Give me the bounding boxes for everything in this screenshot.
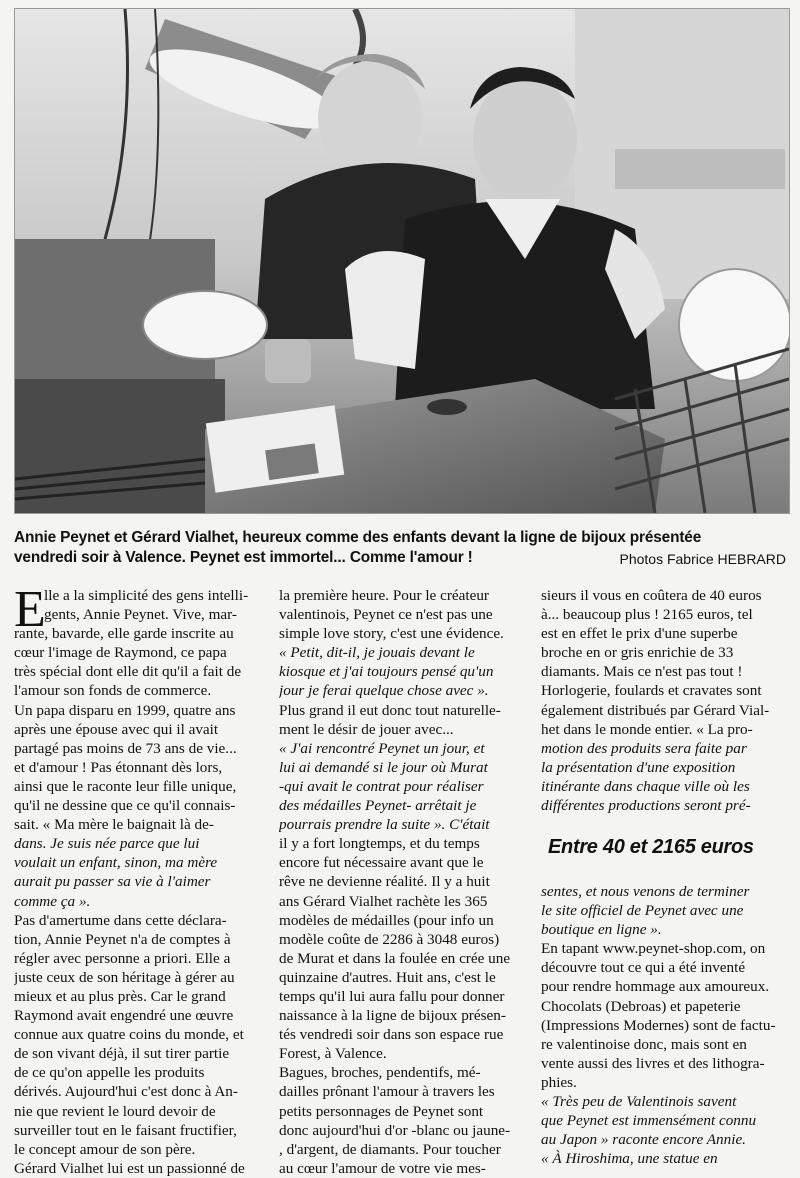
- article-column-3-top: [541, 586, 788, 815]
- text-line: dérivés. Aujourd'hui c'est donc à An-: [14, 1083, 238, 1101]
- text-line: tion, Annie Peynet n'a de comptes à: [14, 930, 231, 948]
- text-line: de ce qu'on appelle les produits: [14, 1064, 205, 1082]
- text-line: comme ça ».: [14, 892, 91, 910]
- text-line: pour rendre hommage aux amoureux.: [541, 978, 770, 996]
- text-line: rante, bavarde, elle garde inscrite au: [14, 625, 234, 643]
- text-line: pourrais prendre la suite ». C'était: [279, 816, 490, 834]
- text-line: « Très peu de Valentinois savent: [541, 1093, 737, 1111]
- text-line: quinzaine d'autres. Huit ans, c'est le: [279, 968, 496, 986]
- text-line: la première heure. Pour le créateur: [279, 587, 489, 604]
- text-line: kiosque et j'ai toujours pensé qu'un: [279, 663, 494, 681]
- text-line: différentes productions seront pré-: [541, 797, 751, 815]
- photo-credit: Photos Fabrice HEBRARD: [619, 551, 786, 567]
- text-line: « J'ai rencontré Peynet un jour, et: [279, 739, 485, 757]
- text-line: ainsi que le raconte leur fille unique,: [14, 777, 237, 795]
- text-line: donc aujourd'hui d'or -blanc ou jaune-: [279, 1121, 511, 1139]
- text-line: cœur l'image de Raymond, ce papa: [14, 644, 227, 662]
- text-line: Chocolats (Debroas) et papeterie: [541, 997, 741, 1015]
- text-line: -qui avait le contrat pour réaliser: [279, 777, 484, 795]
- text-line: aurait pu passer sa vie à l'aimer: [14, 873, 211, 891]
- text-line: de Murat et dans la foulée en crée une: [279, 949, 511, 967]
- text-line: il y a fort longtemps, et du temps: [279, 835, 480, 853]
- text-line: ans Gérard Vialhet rachète les 365: [279, 892, 488, 910]
- text-line: juste ceux de son héritage à gérer au: [14, 968, 235, 986]
- text-line: et d'amour ! Pas étonnant dès lors,: [14, 758, 223, 776]
- text-line: au cœur l'amour de votre vie mes-: [279, 1159, 486, 1177]
- text-line: Plus grand il eut donc tout naturelle-: [279, 701, 501, 719]
- article-column-3-bottom: [541, 882, 788, 1168]
- text-line: En tapant www.peynet-shop.com, on: [541, 940, 766, 958]
- text-line: sait. « Ma mère le baignait là de-: [14, 816, 214, 834]
- text-line: le concept amour de son père.: [14, 1140, 196, 1158]
- workshop-scene-illustration: [15, 9, 789, 513]
- text-line: het dans le monde entier. « La pro-: [541, 720, 753, 738]
- text-line: vente aussi des livres et des lithogra-: [541, 1054, 765, 1072]
- text-line: partagé pas moins de 73 ans de vie...: [14, 739, 237, 757]
- text-line: modèles de médailles (pour info un: [279, 911, 494, 929]
- text-line: nie que revient le lourd devoir de: [14, 1102, 216, 1120]
- text-line: sieurs il vous en coûtera de 40 euros: [541, 587, 762, 604]
- text-line: valentinois, Peynet ce n'est pas une: [279, 606, 493, 624]
- text-line: que Peynet est immensément connu: [541, 1112, 757, 1130]
- text-line: Un papa disparu en 1999, quatre ans: [14, 701, 236, 719]
- text-line: ment le désir de jouer avec...: [279, 720, 454, 738]
- text-line: très spécial dont elle dit qu'il a fait de: [14, 663, 242, 681]
- text-line: Bagues, broches, pendentifs, mé-: [279, 1064, 481, 1082]
- text-line: (Impressions Modernes) sont de factu-: [541, 1016, 776, 1034]
- text-line: re valentinoise donc, mais sont en: [541, 1035, 747, 1053]
- caption-line-1: Annie Peynet et Gérard Vialhet, heureux comme des enfants devant la ligne de bijoux présentée: [14, 529, 702, 546]
- text-line: rêve ne devienne réalité. Il y a huit: [279, 873, 490, 891]
- text-line: également distribués par Gérard Vial-: [541, 701, 770, 719]
- article-column-1: [14, 581, 266, 1178]
- text-line: est en effet le prix d'une superbe: [541, 625, 738, 643]
- text-line: simple love story, c'est une évidence.: [279, 625, 504, 643]
- text-line: motion des produits sera faite par: [541, 739, 747, 757]
- text-line: après une épouse avec qui il avait: [14, 720, 219, 738]
- text-line: au Japon » raconte encore Annie.: [541, 1131, 746, 1149]
- text-line: connue aux quatre coins du monde, et: [14, 1026, 244, 1044]
- text-line: l'amour son fonds de commerce.: [14, 682, 212, 700]
- text-line: lle a la simplicité des gens intelli-: [44, 587, 249, 604]
- text-line: gents, Annie Peynet. Vive, mar-: [44, 606, 237, 624]
- text-line: qu'il ne dessine que ce qu'il connais-: [14, 797, 236, 815]
- text-line: naissance à la ligne de bijoux présen-: [279, 1007, 506, 1025]
- text-line: modèle coûte de 2286 à 3048 euros): [279, 930, 500, 948]
- text-line: dans. Je suis née parce que lui: [14, 835, 200, 853]
- text-line: découvre tout ce qui a été inventé: [541, 959, 746, 977]
- drop-cap: E: [14, 581, 46, 638]
- text-line: « À Hiroshima, une statue en: [541, 1150, 718, 1168]
- caption-line-2: vendredi soir à Valence. Peynet est immortel... Comme l'amour !: [14, 549, 473, 566]
- text-line: lui ai demandé si le jour où Murat: [279, 758, 488, 776]
- article-photo: [14, 8, 790, 514]
- text-line: sentes, et nous venons de terminer: [541, 883, 750, 900]
- text-line: itinérante dans chaque ville où les: [541, 777, 750, 795]
- text-line: tés vendredi soir dans son espace rue: [279, 1026, 504, 1044]
- text-line: mieux et au plus près. Car le grand: [14, 987, 226, 1005]
- text-line: des médailles Peynet- arrêtait je: [279, 797, 477, 815]
- text-line: dailles prônant l'amour à travers les: [279, 1083, 495, 1101]
- text-line: « Petit, dit-il, je jouais devant le: [279, 644, 475, 662]
- text-line: à... beaucoup plus ! 2165 euros, tel: [541, 606, 753, 624]
- text-line: la présentation d'une exposition: [541, 758, 736, 776]
- text-line: régler avec personne a priori. Elle a: [14, 949, 231, 967]
- text-line: phies.: [541, 1073, 577, 1091]
- text-line: le site officiel de Peynet avec une: [541, 902, 744, 920]
- text-line: Gérard Vialhet lui est un passionné de: [14, 1159, 245, 1177]
- text-line: Pas d'amertume dans cette déclara-: [14, 911, 227, 929]
- text-line: de son vivant déjà, il sut tirer partie: [14, 1045, 230, 1063]
- text-line: boutique en ligne ».: [541, 921, 662, 939]
- text-line: Forest, à Valence.: [279, 1045, 387, 1063]
- text-line: , d'argent, de diamants. Pour toucher: [279, 1140, 501, 1158]
- text-line: surveiller tout en le faisant fructifier,: [14, 1121, 237, 1139]
- text-line: petits personnages de Peynet sont: [279, 1102, 484, 1120]
- text-line: diamants. Mais ce n'est pas tout !: [541, 663, 743, 681]
- text-line: Horlogerie, foulards et cravates sont: [541, 682, 762, 700]
- text-line: Raymond avait engendré une œuvre: [14, 1007, 234, 1025]
- text-line: encore fut nécessaire avant que le: [279, 854, 484, 872]
- article-subheading: Entre 40 et 2165 euros: [548, 836, 754, 858]
- text-line: voulait un enfant, sinon, ma mère: [14, 854, 218, 872]
- text-line: temps qu'il lui aura fallu pour donner: [279, 987, 505, 1005]
- article-column-2: [279, 586, 525, 1178]
- text-line: jour je ferai quelque chose avec ».: [279, 682, 489, 700]
- text-line: broche en or gris enrichie de 33: [541, 644, 734, 662]
